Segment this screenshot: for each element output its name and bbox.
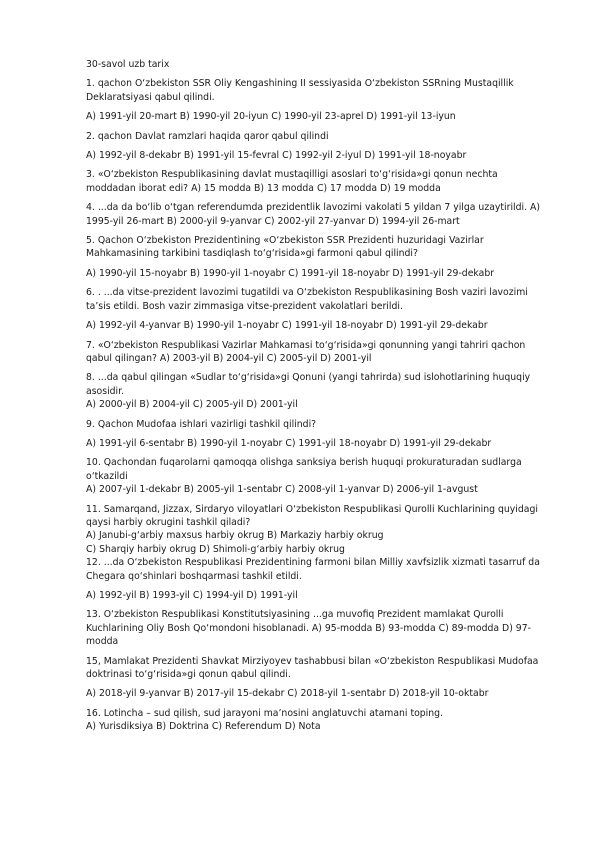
question-block	[86, 234, 546, 261]
question-block	[86, 456, 546, 496]
text-line: 3. «O‘zbekiston Respublikasining davlat mustaqilligi asoslari to‘g‘risida»gi qonun nechta moddadan iborat edi? A) 15 modda B) 13 modda C) 17 modda D) 19 modda	[86, 169, 498, 194]
text-line: A) 2018-yil 9-yanvar B) 2017-yil 15-dekabr C) 2018-yil 1-sentabr D) 2018-yil 10-oktabr	[86, 688, 489, 700]
question-block	[86, 149, 546, 162]
document-title: 30-savol uzb tarix	[86, 59, 170, 70]
text-line: A) 1992-yil 8-dekabr B) 1991-yil 15-fevral C) 1992-yil 2-iyul D) 1991-yil 18-noyabr	[86, 150, 467, 162]
question-block	[86, 339, 546, 366]
question-block	[86, 503, 546, 583]
text-line: A) 1992-yil B) 1993-yil C) 1994-yil D) 1991-yil	[86, 590, 298, 601]
text-line: A) Janubi-g‘arbiy maxsus harbiy okrug B) Markaziy harbiy okrug	[86, 530, 384, 542]
question-block	[86, 655, 546, 682]
text-line: 1. qachon O‘zbekiston SSR Oliy Kengashining II sessiyasida O‘zbekiston SSRning Mustaqillik Deklaratsiyasi qabul qilindi.	[86, 78, 514, 103]
question-block	[86, 707, 546, 734]
text-line: 11. Samarqand, Jizzax, Sirdaryo viloyatlari O‘zbekiston Respublikasi Qurolli Kuchlarining quyidagi qaysi harbiy okrugini tashkil qiladi?	[86, 503, 538, 528]
text-line: A) 1990-yil 15-noyabr B) 1990-yil 1-noyabr C) 1991-yil 18-noyabr D) 1991-yil 29-dekabr	[86, 267, 495, 279]
question-block	[86, 608, 546, 648]
text-line: 10. Qachondan fuqarolarni qamoqqa olishga sanksiya berish huquqi prokuraturadan sudlarga o‘tkazildi	[86, 457, 522, 482]
text-line: A) 1991-yil 20-mart B) 1990-yil 20-iyun C) 1990-yil 23-aprel D) 1991-yil 13-iyun	[86, 111, 456, 123]
text-line: 9. Qachon Mudofaa ishlari vazirligi tashkil qilindi?	[86, 418, 317, 430]
text-line: A) Yurisdiksiya B) Doktrina C) Referendum D) Nota	[86, 721, 321, 733]
question-block	[86, 110, 546, 123]
text-line: 4. ...da da bo‘lib o‘tgan referendumda prezidentlik lavozimi vakolati 5 yildan 7 yilga uzaytirildi. A) 1995-yil 26-mart B) 2000-yil 9-yanvar C) 2002-yil 27-yanvar D) 1994-yil 26-mart	[86, 202, 541, 227]
question-block	[86, 130, 546, 143]
text-line: 6. . ...da vitse-prezident lavozimi tugatildi va O‘zbekiston Respublikasining Bosh vaziri lavozimi ta’sis etildi. Bosh vazir zimmasiga vitse-prezident vakolatlari berildi.	[86, 287, 528, 312]
document-body	[86, 77, 546, 733]
text-line: 7. «O‘zbekiston Respublikasi Vazirlar Mahkamasi to‘g‘risida»gi qonunning yangi tahriri qachon qabul qilingan? A) 2003-yil B) 2004-yil C) 2005-yil D) 2001-yil	[86, 339, 526, 364]
question-block	[86, 371, 546, 411]
text-line: A) 1991-yil 6-sentabr B) 1990-yil 1-noyabr C) 1991-yil 18-noyabr D) 1991-yil 29-dekabr	[86, 437, 492, 449]
text-line: 8. ...da qabul qilingan «Sudlar to‘g‘risida»gi Qonuni (yangi tahrirda) sud islohotlarining huquqiy asosidir.	[86, 372, 531, 397]
question-block	[86, 418, 546, 431]
text-line: 13. O‘zbekiston Respublikasi Konstitutsiyasining ...ga muvofiq Prezident mamlakat Qurolli Kuchlarining Oliy Bosh Qo‘mondoni hisoblanadi. A) 95-modda B) 93-modda C) 89-modda D) 97-modda	[86, 609, 531, 648]
text-line: 16. Lotincha – sud qilish, sud jarayoni ma’nosini anglatuvchi atamani toping.	[86, 707, 444, 719]
text-line: A) 2007-yil 1-dekabr B) 2005-yil 1-sentabr C) 2008-yil 1-yanvar D) 2006-yil 1-avgust	[86, 484, 478, 496]
question-block	[86, 687, 546, 700]
text-line: A) 1992-yil 4-yanvar B) 1990-yil 1-noyabr C) 1991-yil 18-noyabr D) 1991-yil 29-dekabr	[86, 320, 488, 332]
question-block	[86, 286, 546, 313]
question-block	[86, 437, 546, 450]
text-line: 5. Qachon O‘zbekiston Prezidentining «O‘zbekiston SSR Prezidenti huzuridagi Vazirlar Mahkamasining tarkibini tasdiqlash to‘g‘risida»gi farmoni qabul qilindi?	[86, 235, 484, 260]
text-line: 15, Mamlakat Prezidenti Shavkat Mirziyoyev tashabbusi bilan «O‘zbekiston Respublikasi Mudofaa doktrinasi to‘g‘risida»gi qonun qabul qilindi.	[86, 655, 539, 681]
text-line: A) 2000-yil B) 2004-yil C) 2005-yil D) 2001-yil	[86, 399, 298, 411]
text-line: 2. qachon Davlat ramzlari haqida qaror qabul qilindi	[86, 130, 329, 142]
text-line: 12. ...da O‘zbekiston Respublikasi Prezidentining farmoni bilan Milliy xavfsizlik xizmati tasarruf da Chegara qo‘shinlari boshqarmasi tashkil etildi.	[86, 557, 540, 582]
question-block	[86, 589, 546, 602]
question-block	[86, 201, 546, 228]
question-block	[86, 267, 546, 280]
question-block	[86, 319, 546, 332]
text-line: C) Sharqiy harbiy okrug D) Shimoli-g‘arbiy harbiy okrug	[86, 543, 345, 555]
question-block	[86, 168, 546, 195]
question-block	[86, 77, 546, 104]
